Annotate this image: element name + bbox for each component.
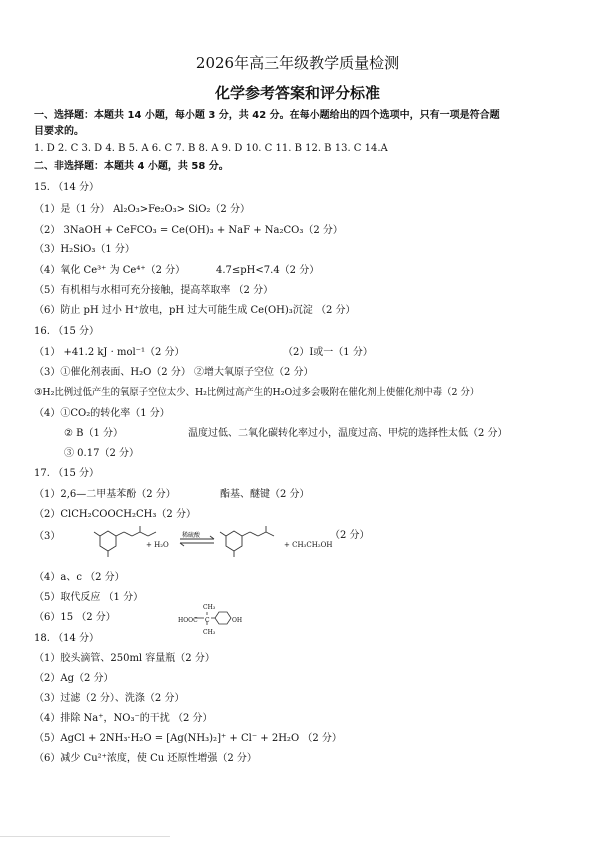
q17-answer-1-right: 酯基、醚键（2 分） — [220, 489, 310, 500]
q16-answer-4-1: （4）①CO₂的转化率（1 分） — [34, 408, 170, 419]
reaction-catalyst-label: 稀硫酸 — [182, 532, 201, 539]
q18-header: 18. （14 分） — [34, 633, 99, 644]
q18-answer-2: （2）Ag（2 分） — [34, 673, 114, 684]
q16-answer-4-2-left: ② B（1 分） — [64, 428, 124, 439]
q18-answer-6: （6）减少 Cu²⁺浓度，使 Cu 还原性增强（2 分） — [34, 753, 257, 764]
section1-heading-line2: 目要求的。 — [34, 126, 84, 137]
q18-answer-4: （4）排除 Na⁺，NO₃⁻的干扰 （2 分） — [34, 713, 213, 724]
page-subtitle: 化学参考答案和评分标准 — [214, 84, 380, 102]
q17-answer-3-score: （2 分） — [330, 530, 370, 541]
struct-hooc: HOOC — [178, 617, 198, 624]
q17-answer-3-label: （3） — [34, 531, 61, 542]
q17-answer-4: （4）a、c （2 分） — [34, 572, 125, 583]
section1-answers: 1. D 2. C 3. D 4. B 5. A 6. C 7. B 8. A 9. D 10. C 11. B 12. B 13. C 14.A — [34, 143, 388, 154]
q15-answer-1: （1）是（1 分） Al₂O₃>Fe₂O₃> SiO₂（2 分） — [34, 204, 250, 215]
q17-answer-6: （6）15 （2 分） — [34, 612, 116, 623]
q17-answer-1-left: （1）2,6—二甲基苯酚（2 分） — [34, 489, 176, 500]
q16-answer-3-1: （3）①催化剂表面、H₂O（2 分） ②增大氧原子空位（2 分） — [34, 367, 314, 378]
q15-answer-4-right: 4.7≤pH<7.4（2 分） — [216, 265, 320, 276]
q17-header: 17. （15 分） — [34, 468, 99, 479]
struct-c: C — [205, 617, 210, 624]
q17-answer-2: （2）ClCH₂COOCH₂CH₃（2 分） — [34, 509, 196, 520]
struct-methyl-bottom: CH₃ — [203, 629, 216, 636]
reaction-water-term: + H₂O — [146, 541, 169, 549]
struct-oh: OH — [232, 617, 243, 624]
q16-answer-2: （2）Ⅰ或一（1 分） — [283, 347, 373, 358]
q17-answer-5: （5）取代反应 （1 分） — [34, 592, 144, 603]
struct-lines — [195, 605, 243, 635]
q16-header: 16. （15 分） — [34, 326, 99, 337]
q15-answer-4-left: （4）氧化 Ce³⁺ 为 Ce⁴⁺（2 分） — [34, 265, 186, 276]
reaction-ethanol-term: + CH₃CH₂OH — [284, 541, 333, 549]
q16-answer-1: （1） +41.2 kJ · mol⁻¹（2 分） — [34, 347, 185, 358]
q15-answer-5: （5）有机相与水相可充分接触，提高萃取率 （2 分） — [34, 285, 274, 296]
q18-answer-3: （3）过滤（2 分）、洗涤（2 分） — [34, 693, 185, 704]
q16-answer-3-3: ③H₂比例过低产生的氧原子空位太少、H₂比例过高产生的H₂O过多会吸附在催化剂上使催化剂中毒（2 分） — [34, 387, 480, 398]
section1-heading-line1: 一、选择题：本题共 14 小题，每小题 3 分，共 42 分。在每小题给出的四个选项中，只有一项是符合题 — [34, 110, 500, 121]
q18-answer-1: （1）胶头滴管、250ml 容量瓶（2 分） — [34, 653, 215, 664]
q15-header: 15. （14 分） — [34, 182, 99, 193]
q15-answer-2: （2） 3NaOH + CeFCO₃ = Ce(OH)₃ + NaF + Na₂CO₃（2 分） — [34, 225, 343, 236]
q18-answer-5: （5）AgCl + 2NH₃·H₂O = [Ag(NH₃)₂]⁺ + Cl⁻ + 2H₂O （2 分） — [34, 733, 342, 744]
q16-answer-4-2-right: 温度过低、二氧化碳转化率过小，温度过高、甲烷的选择性太低（2 分） — [188, 428, 508, 439]
q16-answer-4-3: ③ 0.17（2 分） — [64, 448, 139, 459]
bottom-edge-divider — [0, 836, 170, 842]
struct-methyl-top: CH₃ — [203, 604, 216, 611]
page-title: 2026年高三年级教学质量检测 — [195, 54, 400, 72]
section2-heading: 二、非选择题：本题共 4 小题，共 58 分。 — [34, 161, 229, 172]
q15-answer-3: （3）H₂SiO₃（1 分） — [34, 244, 135, 255]
product-structure — [220, 526, 274, 557]
q15-answer-6: （6）防止 pH 过小 H⁺放电，pH 过大可能生成 Ce(OH)₃沉淀 （2 分） — [34, 305, 356, 316]
